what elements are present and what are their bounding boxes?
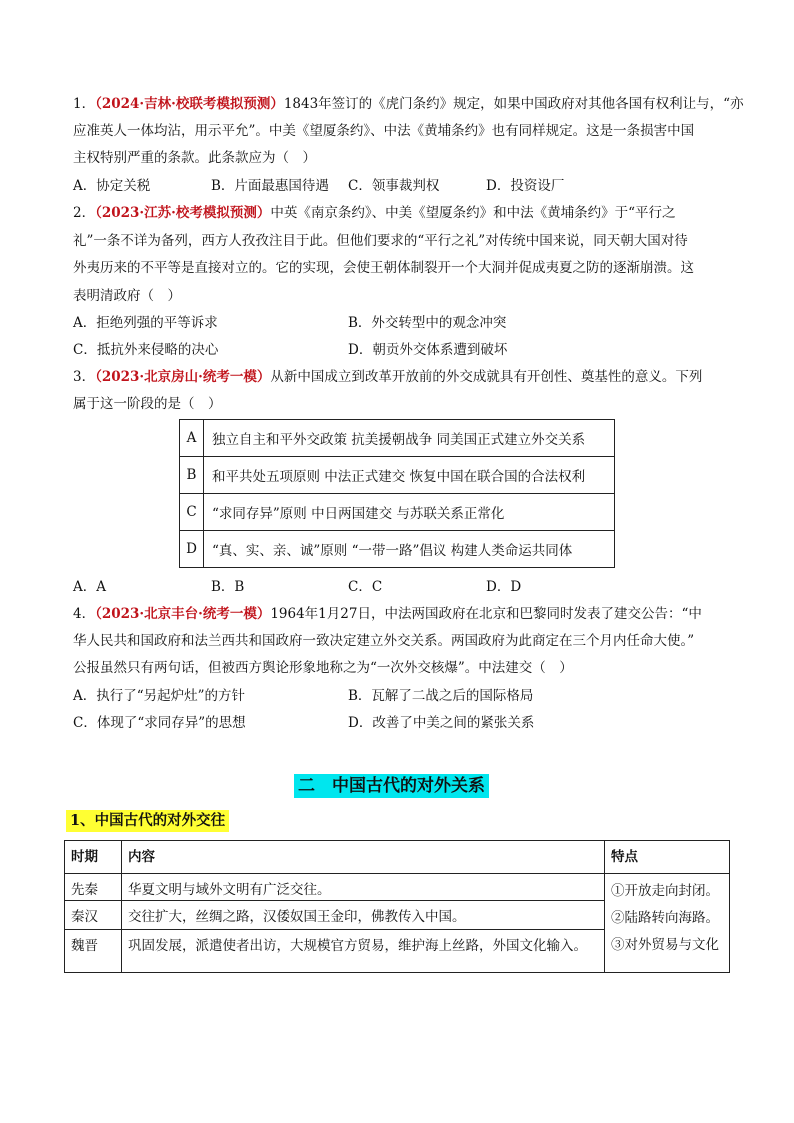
q4-text-1: 1964年1月27日，中法两国政府在北京和巴黎同时发表了建交公告：“中 [270, 606, 702, 622]
q3-table-key-d: D [180, 531, 204, 568]
q3-text-1: 从新中国成立到改革开放前的外交成就具有开创性、奠基性的意义。下列 [270, 369, 703, 385]
q3-line1 [73, 367, 702, 387]
table-row [180, 531, 615, 568]
row-content: 交往扩大，丝绸之路，汉倭奴国王金印，佛教传入中国。 [122, 901, 605, 930]
q2-option-b: B．外交转型中的观念冲突 [348, 315, 507, 331]
q1-option-d: D．投资设厂 [486, 178, 565, 194]
header-features: 特点 [605, 841, 730, 874]
q3-table-key-a: A [180, 420, 204, 457]
feature-2: ②陆路转向海路。 [611, 910, 719, 926]
q3-option-d: D．D [486, 579, 522, 595]
table-row [180, 494, 615, 531]
header-content: 内容 [122, 841, 605, 874]
row-content: 华夏文明与域外文明有广泛交往。 [122, 874, 605, 901]
q1-option-a: A．协定关税 [73, 178, 151, 194]
feature-1: ①开放走向封闭。 [611, 883, 719, 899]
table-row [180, 457, 615, 494]
q1-source: （2024·吉林·校联考模拟预测） [95, 96, 284, 112]
q4-line2: 华人民共和国政府和法兰西共和国政府一致决定建立外交关系。两国政府为此商定在三个月内任命大使。” [73, 633, 695, 649]
q3-table-text-c: “求同存异”原则 中日两国建交 与苏联关系正常化 [204, 494, 615, 531]
q1-option-b: B．片面最惠国待遇 [211, 178, 329, 194]
q2-line3: 外夷历来的不平等是直接对立的。它的实现，会使王朝体制裂开一个大洞并促成夷夏之防的逐渐崩溃。这 [73, 260, 694, 276]
q3-option-a: A．A [73, 579, 106, 595]
q4-option-c: C．体现了“求同存异”的思想 [73, 715, 246, 731]
q1-line2: 应准英人一体均沾，用示平允”。中美《望厦条约》、中法《黄埔条约》也有同样规定。这是一条损害中国 [73, 123, 695, 139]
q2-option-d: D．朝贡外交体系遭到破坏 [348, 342, 508, 358]
q4-line3: 公报虽然只有两句话，但被西方舆论形象地称之为“一次外交核爆”。中法建交（ ） [73, 660, 573, 676]
q3-number: 3． [73, 369, 96, 385]
feature-3: ③对外贸易与文化 [611, 937, 719, 953]
q4-option-a: A．执行了“另起炉灶”的方针 [73, 688, 246, 704]
table-row [65, 874, 730, 901]
row-content: 巩固发展，派遣使者出访，大规模官方贸易，维护海上丝路，外国文化输入。 [122, 930, 605, 973]
row-period: 秦汉 [65, 901, 122, 930]
row-period: 魏晋 [65, 930, 122, 973]
q3-options-table [179, 419, 615, 568]
q1-number: 1． [73, 96, 96, 112]
q4-option-d: D．改善了中美之间的紧张关系 [348, 715, 535, 731]
foreign-relations-table [64, 840, 730, 973]
table-row [180, 420, 615, 457]
section-title: 二 中国古代的对外关系 [294, 774, 489, 798]
q3-table-text-a: 独立自主和平外交政策 抗美援朝战争 同美国正式建立外交关系 [204, 420, 615, 457]
q1-text-1: 1843年签订的《虎门条约》规定，如果中国政府对其他各国有权利让与，“亦 [283, 96, 744, 112]
q1-option-c: C．领事裁判权 [348, 178, 440, 194]
q2-source: （2023·江苏·校考模拟预测） [95, 205, 271, 221]
q3-table-key-c: C [180, 494, 204, 531]
q3-table-text-d: “真、实、亲、诚”原则 “一带一路”倡议 构建人类命运共同体 [204, 531, 615, 568]
q3-source: （2023·北京房山·统考一模） [95, 369, 271, 385]
q4-source: （2023·北京丰台·统考一模） [95, 606, 271, 622]
header-period: 时期 [65, 841, 122, 874]
q2-option-c: C．抵抗外来侵略的决心 [73, 342, 219, 358]
q3-table-key-b: B [180, 457, 204, 494]
q2-option-a: A．拒绝列强的平等诉求 [73, 315, 218, 331]
q2-number: 2． [73, 205, 96, 221]
features-cell [605, 874, 730, 973]
q3-option-c: C．C [348, 579, 383, 595]
q2-line2: 礼”一条不详为备列，西方人孜孜注目于此。但他们要求的“平行之礼”对传统中国来说，同天朝大国对待 [73, 233, 688, 249]
q1-line3: 主权特别严重的条款。此条款应为（ ） [73, 150, 316, 166]
table-header-row [65, 841, 730, 874]
q4-line1 [73, 604, 702, 624]
section-subtitle: 1、中国古代的对外交往 [66, 810, 229, 832]
row-period: 先秦 [65, 874, 122, 901]
q2-text-1: 中英《南京条约》、中美《望厦条约》和中法《黄埔条约》于“平行之 [270, 205, 676, 221]
q2-line4: 表明清政府（ ） [73, 288, 181, 304]
q3-option-b: B．B [211, 579, 245, 595]
q2-line1 [73, 203, 675, 223]
q1-line1 [73, 94, 744, 114]
q3-table-text-b: 和平共处五项原则 中法正式建交 恢复中国在联合国的合法权利 [204, 457, 615, 494]
q3-line2: 属于这一阶段的是（ ） [73, 396, 222, 412]
q4-number: 4． [73, 606, 96, 622]
q4-option-b: B．瓦解了二战之后的国际格局 [348, 688, 534, 704]
